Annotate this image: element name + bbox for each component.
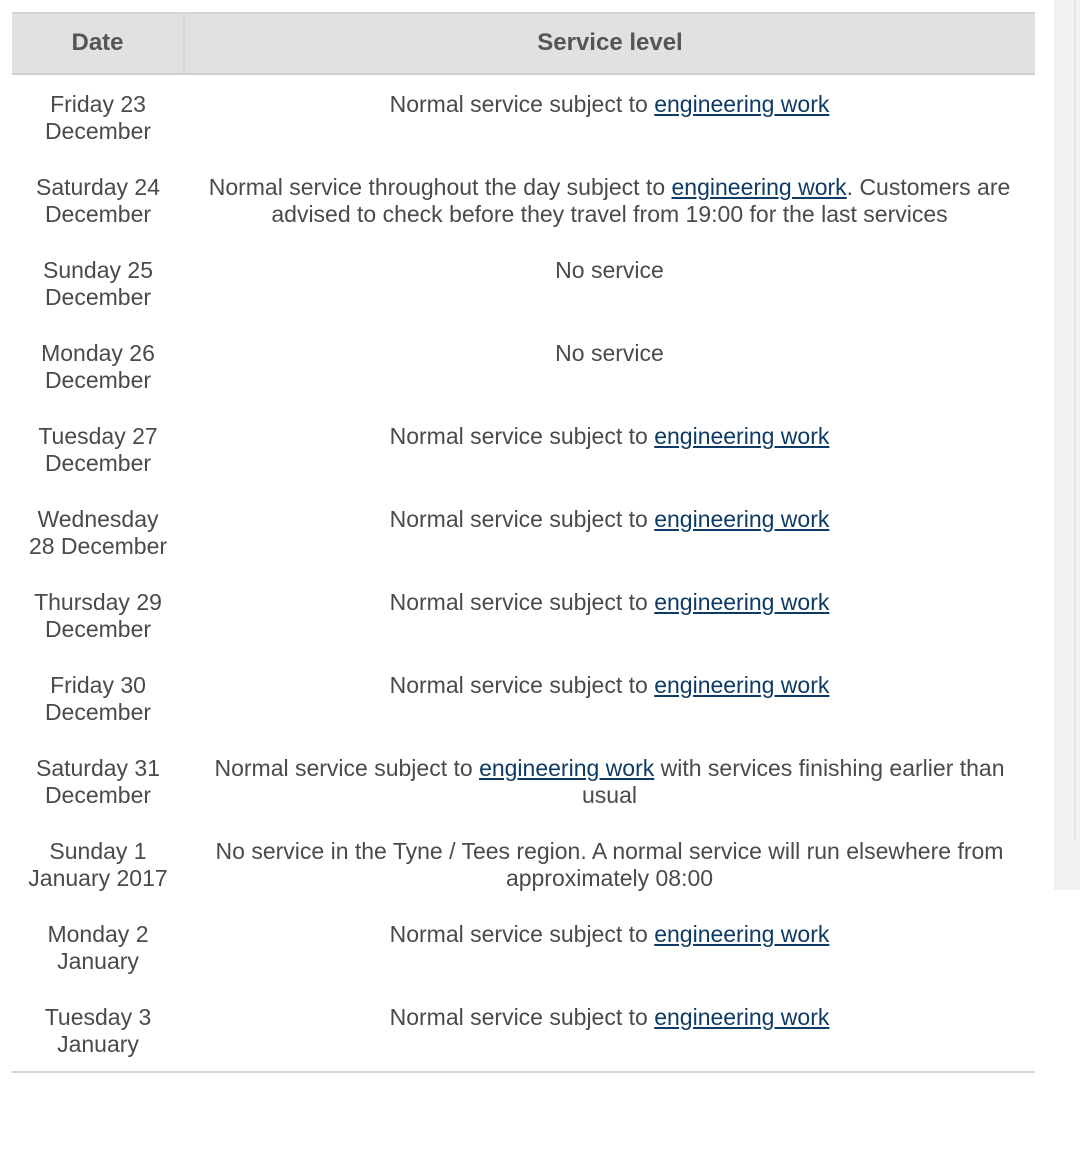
service-level-text: Normal service subject to — [214, 755, 480, 781]
service-level-text: No service — [555, 257, 664, 283]
service-level-cell — [184, 739, 1035, 822]
service-level-text: Normal service subject to — [389, 921, 655, 947]
engineering-work-link[interactable]: engineering work — [654, 589, 830, 615]
engineering-work-link[interactable]: engineering work — [654, 1004, 830, 1030]
date-cell: Saturday 31 December — [35, 755, 161, 808]
service-level-cell — [184, 490, 1035, 573]
service-level-cell — [184, 905, 1035, 988]
table-header-row — [12, 13, 1035, 74]
date-cell: Monday 26 December — [41, 340, 155, 393]
service-level-cell — [184, 158, 1035, 241]
engineering-work-link[interactable]: engineering work — [654, 91, 830, 117]
engineering-work-link[interactable]: engineering work — [654, 423, 830, 449]
service-level-cell — [184, 656, 1035, 739]
table-row — [12, 822, 1035, 905]
table-row — [12, 407, 1035, 490]
service-level-text: Normal service throughout the day subject to — [208, 174, 672, 200]
date-cell: Sunday 1 January 2017 — [28, 838, 168, 891]
table-body — [12, 74, 1035, 1072]
engineering-work-link[interactable]: engineering work — [654, 506, 830, 532]
engineering-work-link[interactable]: engineering work — [654, 921, 830, 947]
engineering-work-link[interactable]: engineering work — [671, 174, 847, 200]
table-row — [12, 905, 1035, 988]
table-row — [12, 490, 1035, 573]
service-level-text: No service in the Tyne / Tees region. A normal service will run elsewhere from approximately 08:00 — [215, 838, 1004, 891]
service-level-cell — [184, 822, 1035, 905]
table-row — [12, 739, 1035, 822]
date-cell: Friday 23 December — [44, 91, 152, 144]
service-level-cell — [184, 988, 1035, 1072]
service-level-cell — [184, 407, 1035, 490]
service-level-text: Normal service subject to — [389, 589, 655, 615]
service-level-cell — [184, 241, 1035, 324]
table-header — [12, 13, 1035, 74]
date-cell: Monday 2 January — [47, 921, 149, 974]
date-cell: Tuesday 3 January — [12, 988, 184, 1072]
table-row — [12, 656, 1035, 739]
service-level-text: Normal service subject to — [389, 1004, 655, 1030]
date-cell: Sunday 25 December — [43, 257, 153, 310]
date-cell: Saturday 24 December — [35, 174, 161, 227]
service-level-text: Normal service subject to — [389, 423, 655, 449]
right-side-panel — [1054, 0, 1080, 890]
date-cell: Friday 30 December — [44, 672, 152, 725]
service-level-text-continued: with services finishing earlier than usual — [582, 755, 1005, 808]
date-cell: Wednesday 28 December — [28, 506, 168, 559]
date-cell: Thursday 29 December — [34, 589, 162, 642]
table-row — [12, 988, 1035, 1072]
table-row — [12, 74, 1035, 158]
service-level-text-continued: . Customers are advised to check before they travel from 19:00 for the last services — [271, 174, 1011, 227]
table-row — [12, 241, 1035, 324]
date-column-header: Date — [12, 13, 184, 74]
table-row — [12, 573, 1035, 656]
service-level-text: Normal service subject to — [389, 91, 655, 117]
service-level-text: No service — [555, 340, 664, 366]
service-level-cell — [184, 324, 1035, 407]
engineering-work-link[interactable]: engineering work — [654, 672, 830, 698]
service-level-cell — [184, 74, 1035, 158]
service-level-cell — [184, 573, 1035, 656]
table-row — [12, 324, 1035, 407]
service-level-text: Normal service subject to — [389, 672, 655, 698]
service-level-text: Normal service subject to — [389, 506, 655, 532]
service-level-column-header: Service level — [184, 13, 1035, 74]
service-table-container — [12, 12, 1035, 1073]
date-cell: Tuesday 27 December — [38, 423, 158, 476]
service-table — [12, 12, 1035, 1073]
table-row — [12, 158, 1035, 241]
engineering-work-link[interactable]: engineering work — [479, 755, 655, 781]
